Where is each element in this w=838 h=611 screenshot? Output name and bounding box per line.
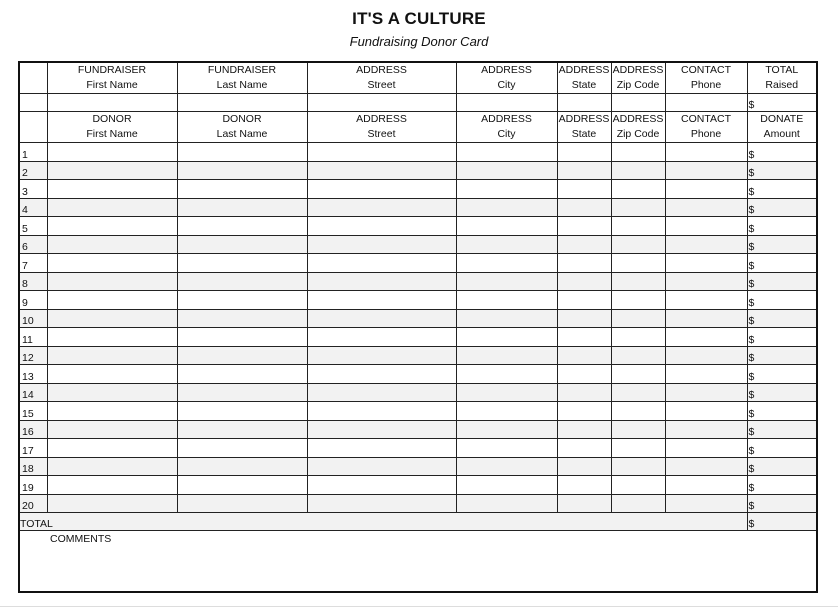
donor-entry-cell[interactable]	[611, 235, 665, 254]
donor-entry-cell[interactable]	[665, 180, 747, 199]
entry-corner-cell	[19, 94, 47, 112]
donor-entry-cell[interactable]	[557, 494, 611, 513]
row-number: 5	[19, 217, 47, 236]
donor-entry-cell[interactable]	[47, 272, 177, 291]
donor-entry-cell[interactable]	[611, 143, 665, 162]
fundraiser-header-cell	[557, 62, 611, 94]
donor-entry-cell[interactable]	[177, 272, 307, 291]
donor-entry-cell[interactable]	[307, 346, 456, 365]
donor-entry-cell[interactable]	[665, 346, 747, 365]
donor-entry-cell[interactable]	[177, 180, 307, 199]
row-number: 17	[19, 439, 47, 458]
fundraiser-header-bottom: State	[571, 79, 597, 91]
row-number: 19	[19, 476, 47, 495]
fundraiser-header-top: CONTACT	[681, 64, 731, 76]
donate-amount-cell[interactable]: $	[747, 457, 817, 476]
total-label: TOTAL	[19, 513, 747, 531]
row-number: 4	[19, 198, 47, 217]
donor-entry-cell[interactable]	[177, 476, 307, 495]
fundraiser-header-cell	[307, 62, 456, 94]
donor-entry-cell[interactable]	[456, 272, 557, 291]
donor-entry-cell[interactable]	[456, 291, 557, 310]
donor-entry-cell[interactable]	[47, 420, 177, 439]
donor-entry-cell[interactable]	[47, 346, 177, 365]
donor-row	[19, 161, 817, 180]
total-row	[19, 513, 817, 531]
donor-entry-cell[interactable]	[307, 272, 456, 291]
donor-entry-cell[interactable]	[557, 402, 611, 421]
donor-entry-cell[interactable]	[665, 217, 747, 236]
donor-entry-cell[interactable]	[47, 439, 177, 458]
donor-entry-cell[interactable]	[557, 198, 611, 217]
donor-row	[19, 180, 817, 199]
donor-entry-cell[interactable]	[557, 439, 611, 458]
donor-entry-cell[interactable]	[307, 365, 456, 384]
donate-amount-cell[interactable]: $	[747, 383, 817, 402]
donor-entry-cell[interactable]	[47, 457, 177, 476]
row-number: 10	[19, 309, 47, 328]
donor-row	[19, 383, 817, 402]
row-number: 20	[19, 494, 47, 513]
donor-entry-cell[interactable]	[456, 494, 557, 513]
donor-entry-cell[interactable]	[557, 420, 611, 439]
donor-entry-cell[interactable]	[456, 328, 557, 347]
row-number: 11	[19, 328, 47, 347]
row-number: 8	[19, 272, 47, 291]
donor-entry-cell[interactable]	[557, 365, 611, 384]
donor-entry-cell[interactable]	[47, 254, 177, 273]
donor-entry-cell[interactable]	[177, 161, 307, 180]
comments-label: COMMENTS	[50, 533, 112, 545]
donor-header-cell	[456, 112, 557, 143]
donor-header-cell	[177, 112, 307, 143]
donor-entry-cell[interactable]	[456, 346, 557, 365]
donor-row	[19, 254, 817, 273]
donor-entry-cell[interactable]	[307, 383, 456, 402]
donor-entry-cell[interactable]	[307, 161, 456, 180]
page-subtitle: Fundraising Donor Card	[349, 34, 489, 49]
donor-entry-cell[interactable]	[307, 143, 456, 162]
donate-amount-cell[interactable]: $	[747, 420, 817, 439]
donate-amount-cell[interactable]: $	[747, 402, 817, 421]
fundraiser-header-cell	[747, 62, 817, 94]
donor-entry-cell[interactable]	[47, 198, 177, 217]
donor-entry-cell[interactable]	[307, 198, 456, 217]
donor-entry-cell[interactable]	[456, 365, 557, 384]
donor-entry-cell[interactable]	[177, 328, 307, 347]
donate-amount-cell[interactable]: $	[747, 180, 817, 199]
donor-entry-cell[interactable]	[611, 346, 665, 365]
donor-entry-cell[interactable]	[177, 457, 307, 476]
donor-entry-cell[interactable]	[557, 143, 611, 162]
donor-entry-cell[interactable]	[611, 217, 665, 236]
donor-entry-cell[interactable]	[177, 494, 307, 513]
row-number: 3	[19, 180, 47, 199]
donor-entry-cell[interactable]	[557, 309, 611, 328]
fundraiser-header-bottom: Zip Code	[616, 79, 660, 91]
donor-row	[19, 365, 817, 384]
donor-entry-cell[interactable]	[307, 494, 456, 513]
donor-row	[19, 291, 817, 310]
donor-entry-cell[interactable]	[665, 309, 747, 328]
donor-entry-cell[interactable]	[177, 198, 307, 217]
donor-row	[19, 494, 817, 513]
donor-header-cell	[307, 112, 456, 143]
donor-entry-cell[interactable]	[47, 402, 177, 421]
donor-header-cell	[665, 112, 747, 143]
donor-row	[19, 476, 817, 495]
donor-entry-cell[interactable]	[307, 235, 456, 254]
donor-card-table	[18, 61, 818, 593]
donor-entry-cell[interactable]	[557, 272, 611, 291]
donor-entry-cell[interactable]	[177, 291, 307, 310]
donor-entry-cell[interactable]	[307, 420, 456, 439]
donor-header-cell	[611, 112, 665, 143]
page-title: IT'S A CULTURE	[352, 9, 486, 28]
donor-entry-cell[interactable]	[611, 180, 665, 199]
donor-entry-cell[interactable]	[177, 217, 307, 236]
donor-entry-cell[interactable]	[47, 309, 177, 328]
donor-entry-cell[interactable]	[47, 383, 177, 402]
donor-header-top: ADDRESS	[356, 113, 407, 125]
donor-entry-cell[interactable]	[177, 309, 307, 328]
donor-header-bottom: Last Name	[216, 128, 268, 140]
donor-entry-cell[interactable]	[177, 143, 307, 162]
donor-entry-cell[interactable]	[611, 254, 665, 273]
donor-entry-cell[interactable]	[456, 180, 557, 199]
donor-entry-cell[interactable]	[557, 180, 611, 199]
donor-entry-cell[interactable]	[177, 365, 307, 384]
donor-entry-cell[interactable]	[611, 494, 665, 513]
donor-entry-cell[interactable]	[611, 365, 665, 384]
donor-entry-cell[interactable]	[557, 457, 611, 476]
donor-row	[19, 328, 817, 347]
donor-row	[19, 346, 817, 365]
donor-entry-cell[interactable]	[611, 439, 665, 458]
donor-entry-cell[interactable]	[47, 494, 177, 513]
fundraiser-entry-row	[19, 94, 817, 112]
donor-entry-cell[interactable]	[307, 439, 456, 458]
fundraiser-entry-cell[interactable]	[456, 94, 557, 112]
donor-header-top: CONTACT	[681, 113, 731, 125]
donor-entry-cell[interactable]	[665, 420, 747, 439]
donor-header-top: DONATE	[760, 113, 804, 125]
row-number: 6	[19, 235, 47, 254]
comments-row	[19, 531, 817, 593]
donor-entry-cell[interactable]	[456, 143, 557, 162]
donor-entry-cell[interactable]	[456, 476, 557, 495]
donate-amount-cell[interactable]: $	[747, 291, 817, 310]
donor-entry-cell[interactable]	[47, 143, 177, 162]
fundraiser-entry-cell[interactable]	[611, 94, 665, 112]
page-bottom-rule	[0, 606, 838, 607]
donor-row	[19, 309, 817, 328]
donate-amount-cell[interactable]: $	[747, 254, 817, 273]
donor-entry-cell[interactable]	[557, 291, 611, 310]
donor-entry-cell[interactable]	[307, 291, 456, 310]
donor-header-top: ADDRESS	[481, 113, 532, 125]
donor-entry-cell[interactable]	[611, 476, 665, 495]
row-number: 1	[19, 143, 47, 162]
donor-header-row	[19, 112, 817, 143]
donor-entry-cell[interactable]	[47, 161, 177, 180]
donor-entry-cell[interactable]	[177, 383, 307, 402]
donor-entry-cell[interactable]	[557, 235, 611, 254]
donor-row	[19, 457, 817, 476]
fundraiser-entry-cell[interactable]	[47, 94, 177, 112]
donor-entry-cell[interactable]	[665, 198, 747, 217]
donor-header-cell	[747, 112, 817, 143]
donor-entry-cell[interactable]	[665, 235, 747, 254]
fundraiser-header-cell	[665, 62, 747, 94]
header-corner-cell	[19, 62, 47, 94]
donor-entry-cell[interactable]	[47, 217, 177, 236]
donor-row	[19, 272, 817, 291]
donor-entry-cell[interactable]	[456, 420, 557, 439]
donor-entry-cell[interactable]	[665, 272, 747, 291]
donor-entry-cell[interactable]	[307, 217, 456, 236]
donor-row	[19, 235, 817, 254]
donor-entry-cell[interactable]	[665, 457, 747, 476]
fundraiser-header-cell	[47, 62, 177, 94]
fundraiser-header-cell	[456, 62, 557, 94]
donor-header-bottom: City	[497, 128, 516, 140]
donor-entry-cell[interactable]	[611, 161, 665, 180]
fundraiser-header-top: ADDRESS	[612, 64, 664, 76]
row-number: 13	[19, 365, 47, 384]
donor-entry-cell[interactable]	[456, 383, 557, 402]
donor-entry-cell[interactable]	[456, 402, 557, 421]
donate-amount-cell[interactable]: $	[747, 346, 817, 365]
donor-entry-cell[interactable]	[307, 457, 456, 476]
donor-header-bottom: Amount	[763, 128, 800, 140]
fundraiser-header-bottom: Street	[367, 79, 396, 91]
donor-header-top: ADDRESS	[558, 113, 610, 125]
donor-entry-cell[interactable]	[611, 457, 665, 476]
donate-amount-cell[interactable]: $	[747, 272, 817, 291]
donor-header-bottom: Zip Code	[616, 128, 660, 140]
donor-entry-cell[interactable]	[611, 198, 665, 217]
donor-entry-cell[interactable]	[557, 476, 611, 495]
donor-entry-cell[interactable]	[557, 161, 611, 180]
donor-entry-cell[interactable]	[611, 272, 665, 291]
row-number: 14	[19, 383, 47, 402]
fundraiser-header-bottom: First Name	[86, 79, 138, 91]
donor-header-top: DONOR	[222, 113, 262, 125]
donor-entry-cell[interactable]	[307, 309, 456, 328]
row-number: 2	[19, 161, 47, 180]
fundraiser-header-cell	[611, 62, 665, 94]
donor-row	[19, 402, 817, 421]
fundraiser-header-top: TOTAL	[765, 64, 799, 76]
fundraiser-header-bottom: Raised	[765, 79, 799, 91]
donor-row	[19, 198, 817, 217]
row-number: 9	[19, 291, 47, 310]
donor-entry-cell[interactable]	[665, 365, 747, 384]
row-number: 18	[19, 457, 47, 476]
donor-entry-cell[interactable]	[611, 383, 665, 402]
donor-entry-cell[interactable]	[456, 457, 557, 476]
donor-entry-cell[interactable]	[665, 439, 747, 458]
donor-entry-cell[interactable]	[665, 476, 747, 495]
donor-entry-cell[interactable]	[47, 291, 177, 310]
donor-entry-cell[interactable]	[557, 346, 611, 365]
donate-amount-cell[interactable]: $	[747, 198, 817, 217]
donor-entry-cell[interactable]	[611, 309, 665, 328]
donor-header-cell	[47, 112, 177, 143]
donor-entry-cell[interactable]	[665, 383, 747, 402]
donor-entry-cell[interactable]	[307, 476, 456, 495]
donor-entry-cell[interactable]	[47, 328, 177, 347]
donor-entry-cell[interactable]	[611, 402, 665, 421]
donor-entry-cell[interactable]	[177, 420, 307, 439]
donor-entry-cell[interactable]	[665, 402, 747, 421]
fundraiser-header-top: ADDRESS	[481, 64, 532, 76]
donor-entry-cell[interactable]	[177, 254, 307, 273]
donor-entry-cell[interactable]	[307, 402, 456, 421]
donor-entry-cell[interactable]	[557, 254, 611, 273]
donor-entry-cell[interactable]	[557, 328, 611, 347]
donor-row	[19, 217, 817, 236]
fundraiser-header-top: ADDRESS	[558, 64, 610, 76]
donor-entry-cell[interactable]	[307, 254, 456, 273]
donor-entry-cell[interactable]	[456, 309, 557, 328]
fundraiser-header-cell	[177, 62, 307, 94]
donate-amount-cell[interactable]: $	[747, 143, 817, 162]
comments-box[interactable]	[19, 531, 817, 593]
fundraiser-header-bottom: Phone	[690, 79, 722, 91]
fundraiser-entry-cell[interactable]	[557, 94, 611, 112]
donor-header-bottom: Street	[367, 128, 396, 140]
donor-entry-cell[interactable]	[665, 494, 747, 513]
donor-header-bottom: State	[571, 128, 597, 140]
fundraiser-header-bottom: Last Name	[216, 79, 268, 91]
fundraiser-entry-cell[interactable]	[307, 94, 456, 112]
donor-entry-cell[interactable]	[456, 254, 557, 273]
donate-amount-cell[interactable]: $	[747, 235, 817, 254]
donor-entry-cell[interactable]	[665, 161, 747, 180]
fundraiser-header-top: ADDRESS	[356, 64, 407, 76]
donor-entry-cell[interactable]	[557, 383, 611, 402]
donor-entry-cell[interactable]	[456, 198, 557, 217]
total-amount-cell[interactable]: $	[747, 513, 817, 531]
donate-amount-cell[interactable]: $	[747, 161, 817, 180]
donor-entry-cell[interactable]	[665, 291, 747, 310]
donor-row	[19, 420, 817, 439]
donor-header-bottom: Phone	[690, 128, 722, 140]
fundraiser-header-top: FUNDRAISER	[207, 64, 277, 76]
fundraiser-entry-cell[interactable]	[177, 94, 307, 112]
donor-entry-cell[interactable]	[177, 439, 307, 458]
fundraiser-total-raised-cell[interactable]: $	[747, 94, 817, 112]
donate-amount-cell[interactable]: $	[747, 328, 817, 347]
donor-entry-cell[interactable]	[47, 476, 177, 495]
donor-entry-cell[interactable]	[611, 420, 665, 439]
donor-entry-cell[interactable]	[456, 161, 557, 180]
donor-entry-cell[interactable]	[665, 254, 747, 273]
donor-entry-cell[interactable]	[47, 365, 177, 384]
donor-entry-cell[interactable]	[177, 346, 307, 365]
fundraiser-entry-cell[interactable]	[665, 94, 747, 112]
donor-header-top: DONOR	[92, 113, 132, 125]
row-number: 12	[19, 346, 47, 365]
donor-header-cell	[557, 112, 611, 143]
donor-entry-cell[interactable]	[307, 180, 456, 199]
donor-entry-cell[interactable]	[456, 439, 557, 458]
donor-entry-cell[interactable]	[611, 291, 665, 310]
donor-entry-cell[interactable]	[177, 402, 307, 421]
donor-entry-cell[interactable]	[456, 235, 557, 254]
donate-amount-cell[interactable]: $	[747, 365, 817, 384]
fundraiser-header-row	[19, 62, 817, 94]
donor-entry-cell[interactable]	[665, 143, 747, 162]
header-corner-cell	[19, 112, 47, 143]
donate-amount-cell[interactable]: $	[747, 476, 817, 495]
fundraiser-header-bottom: City	[497, 79, 516, 91]
donor-header-top: ADDRESS	[612, 113, 664, 125]
donate-amount-cell[interactable]: $	[747, 494, 817, 513]
donor-entry-cell[interactable]	[611, 328, 665, 347]
donate-amount-cell[interactable]: $	[747, 309, 817, 328]
donor-entry-cell[interactable]	[665, 328, 747, 347]
donor-entry-cell[interactable]	[47, 180, 177, 199]
donate-amount-cell[interactable]: $	[747, 217, 817, 236]
donor-entry-cell[interactable]	[307, 328, 456, 347]
donate-amount-cell[interactable]: $	[747, 439, 817, 458]
donor-entry-cell[interactable]	[557, 217, 611, 236]
row-number: 7	[19, 254, 47, 273]
donor-entry-cell[interactable]	[456, 217, 557, 236]
row-number: 16	[19, 420, 47, 439]
fundraiser-header-top: FUNDRAISER	[77, 64, 147, 76]
donor-row	[19, 439, 817, 458]
row-number: 15	[19, 402, 47, 421]
donor-entry-cell[interactable]	[177, 235, 307, 254]
donor-entry-cell[interactable]	[47, 235, 177, 254]
donor-header-bottom: First Name	[86, 128, 138, 140]
donor-row	[19, 143, 817, 162]
